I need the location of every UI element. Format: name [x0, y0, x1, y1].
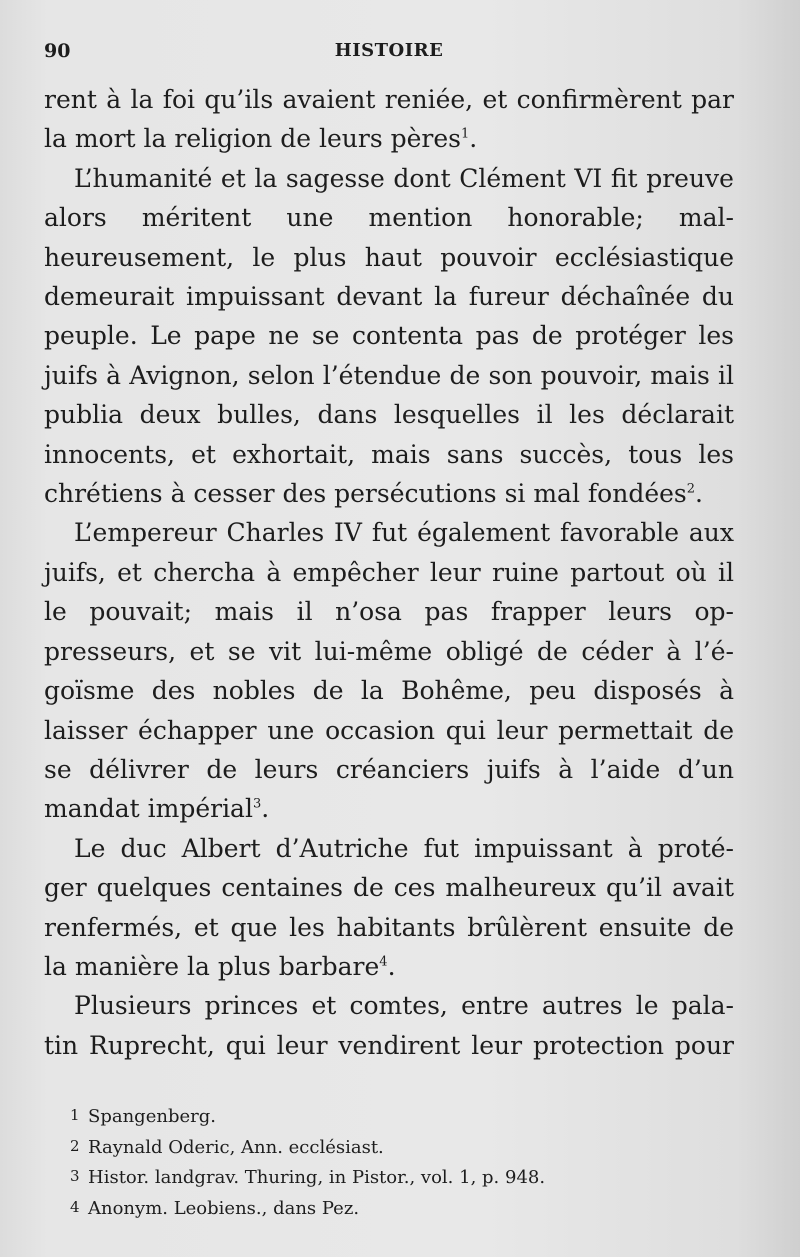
- paragraph: [44, 513, 734, 828]
- text-line: la manière la plus barbare: [44, 951, 380, 981]
- footnote-ref: 4: [379, 954, 388, 970]
- text-line: rent à la foi qu’ils avaient reniée, et confirmèrent: [44, 85, 682, 114]
- text-line: laisser échapper une occasion qui leur permettait de: [44, 715, 734, 745]
- paragraph: [44, 159, 734, 514]
- text-line: innocents, et exhortait, mais sans succès, tous les: [44, 439, 734, 469]
- footnote-mark: 4: [70, 1197, 80, 1216]
- text-line-tail: .: [695, 479, 703, 509]
- paragraph: [44, 986, 734, 1065]
- paragraph: [44, 80, 734, 159]
- text-line: L’empereur Charles IV fut également favorable: [74, 518, 680, 548]
- text-line: goïsme des nobles de la Bohême, peu disposés à: [44, 676, 734, 706]
- text-line: heureusement, le plus haut pouvoir ecclésiastique: [44, 242, 734, 272]
- footnote-text: Histor. landgrav. Thuring, in Pistor., vol. 1, p. 948.: [88, 1167, 546, 1188]
- text-line: renfermés, et que les habitants brûlèrent ensuite de: [44, 912, 734, 942]
- footnote: [70, 1132, 710, 1163]
- running-head: HISTOIRE: [334, 40, 444, 61]
- footnote: [70, 1101, 710, 1132]
- text-line: juifs à Avignon, selon l’étendue de son pouvoir, mais: [44, 360, 710, 390]
- body-text: [44, 80, 734, 1065]
- text-line: aux juifs, et chercha à empêcher leur ruine partout: [44, 518, 735, 587]
- text-line: se délivrer de leurs créanciers juifs à l’aide d’un: [44, 754, 734, 784]
- footnote: [70, 1162, 710, 1193]
- text-line: ger quelques centaines de ces malheureux qu’il avait: [44, 873, 734, 903]
- text-line: il publia deux bulles, dans lesquelles il les déclarait: [44, 360, 734, 430]
- footnote-text: Anonym. Leobiens., dans Pez.: [88, 1197, 360, 1219]
- footnote-ref: 1: [460, 127, 470, 143]
- text-line: Le duc Albert d’Autriche fut impuissant à proté-: [74, 833, 734, 863]
- footnote-mark: 1: [70, 1106, 80, 1124]
- text-line: L’humanité et la sagesse dont Clément VI fit: [74, 163, 638, 193]
- footnote-ref: 2: [686, 481, 696, 497]
- footnote-text: Raynald Oderic, Ann. ecclésiast.: [88, 1136, 384, 1158]
- text-line-tail: .: [261, 794, 270, 824]
- text-line: presseurs, et se vit lui-même obligé de céder à l’é-: [44, 636, 734, 666]
- text-line: par la mort la religion de leurs pères: [44, 85, 734, 154]
- footnote-text: Spangenberg.: [88, 1106, 216, 1127]
- text-line: chrétiens à cesser des persécutions si mal fondées: [44, 479, 687, 509]
- text-line: où il le pouvait; mais il n’osa pas frapper leurs op-: [44, 557, 734, 627]
- footnote-ref: 3: [252, 796, 262, 812]
- page-number: 90: [44, 40, 71, 62]
- text-line: peuple. Le pape ne se contenta pas de protéger les: [44, 321, 734, 351]
- page-header: [44, 40, 734, 70]
- text-line-tail: .: [387, 951, 396, 981]
- footnotes: [70, 1101, 710, 1223]
- text-line: tin Ruprecht, qui leur vendirent leur protection pour: [44, 1030, 734, 1060]
- paragraph: [44, 829, 734, 987]
- footnote: [70, 1193, 710, 1224]
- text-line: Plusieurs princes et comtes, entre autres le pala-: [74, 991, 734, 1021]
- text-line: preuve alors méritent une mention honorable; mal-: [44, 163, 734, 233]
- text-line-tail: .: [469, 124, 478, 154]
- text-line: demeurait impuissant devant la fureur déchaînée du: [44, 282, 734, 312]
- footnote-mark: 3: [70, 1167, 80, 1185]
- footnote-mark: 2: [70, 1136, 80, 1155]
- text-line: mandat impérial: [44, 794, 253, 824]
